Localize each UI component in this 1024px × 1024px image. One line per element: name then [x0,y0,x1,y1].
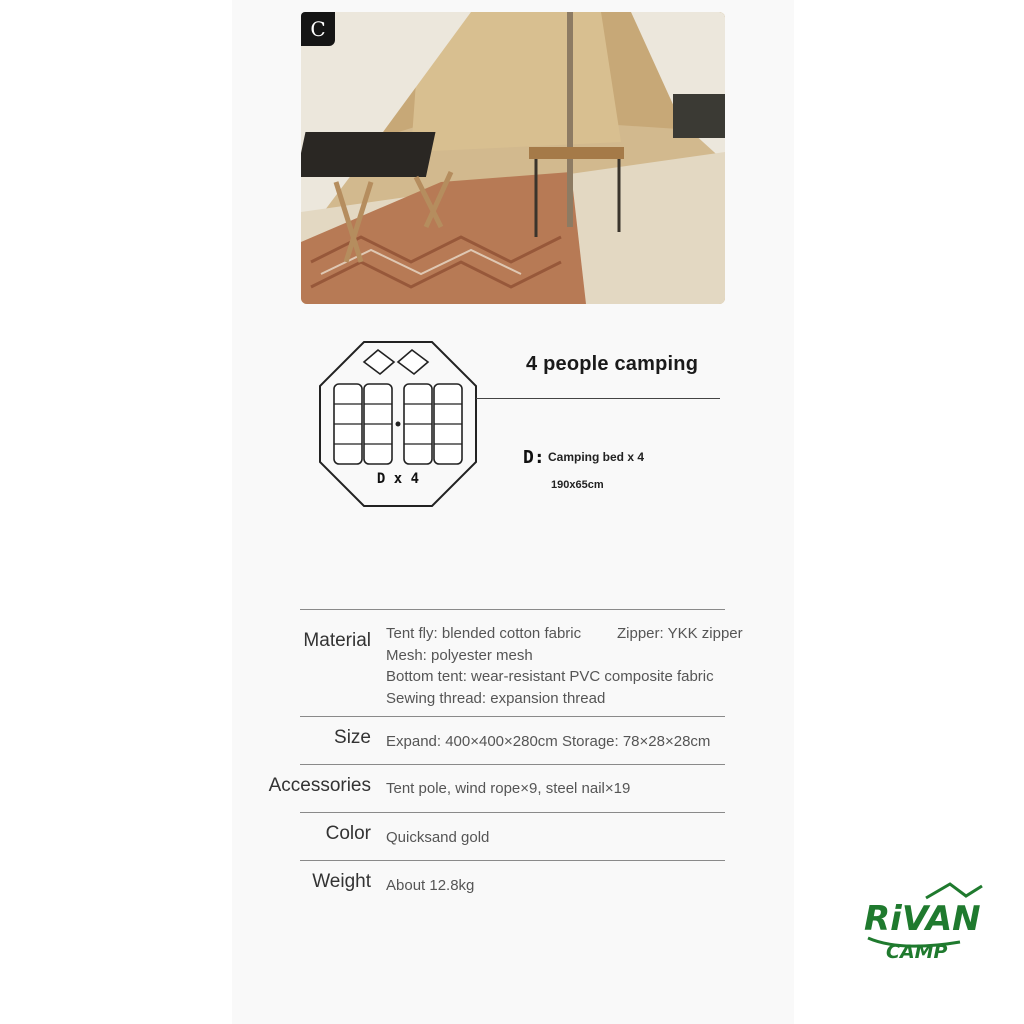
divider [476,398,720,399]
size-value: Expand: 400×400×280cm Storage: 78×28×28cm [386,733,711,750]
tent-interior-photo [301,12,725,304]
size-label: Size [334,727,371,748]
pillow-2 [398,350,428,374]
accessories-value: Tent pole, wind rope×9, steel nail×19 [386,780,631,797]
weight-value: About 12.8kg [386,877,475,894]
tent-floorplan [316,340,480,515]
plan-label: D x 4 [376,471,420,487]
accessories-label: Accessories [268,775,371,796]
material-bottom: Bottom tent: wear-resistant PVC composite fabric [386,668,714,685]
material-fly: Tent fly: blended cotton fabric [386,625,582,642]
rivan-camp-logo [860,880,984,969]
center-pole [396,422,401,427]
spec-divider [300,812,725,813]
color-label: Color [325,823,371,844]
bed-key: D: [523,447,545,468]
weight-label: Weight [312,871,371,892]
bed-description: Camping bed x 4 [548,450,645,464]
spec-divider [300,860,725,861]
material-thread: Sewing thread: expansion thread [386,690,606,707]
material-zipper: Zipper: YKK zipper [617,625,743,642]
color-value: Quicksand gold [386,829,490,846]
spec-divider [300,764,725,765]
layout-heading: 4 people camping [526,353,699,375]
spec-divider [300,609,725,610]
material-label: Material [303,630,371,651]
logo-word-1: RiVAN [864,899,981,939]
variant-badge: C [301,12,335,46]
spec-divider [300,716,725,717]
bed-dimensions: 190x65cm [551,479,604,491]
pillow-1 [364,350,394,374]
material-mesh: Mesh: polyester mesh [386,647,533,664]
logo-word-2: CAMP [886,941,948,963]
